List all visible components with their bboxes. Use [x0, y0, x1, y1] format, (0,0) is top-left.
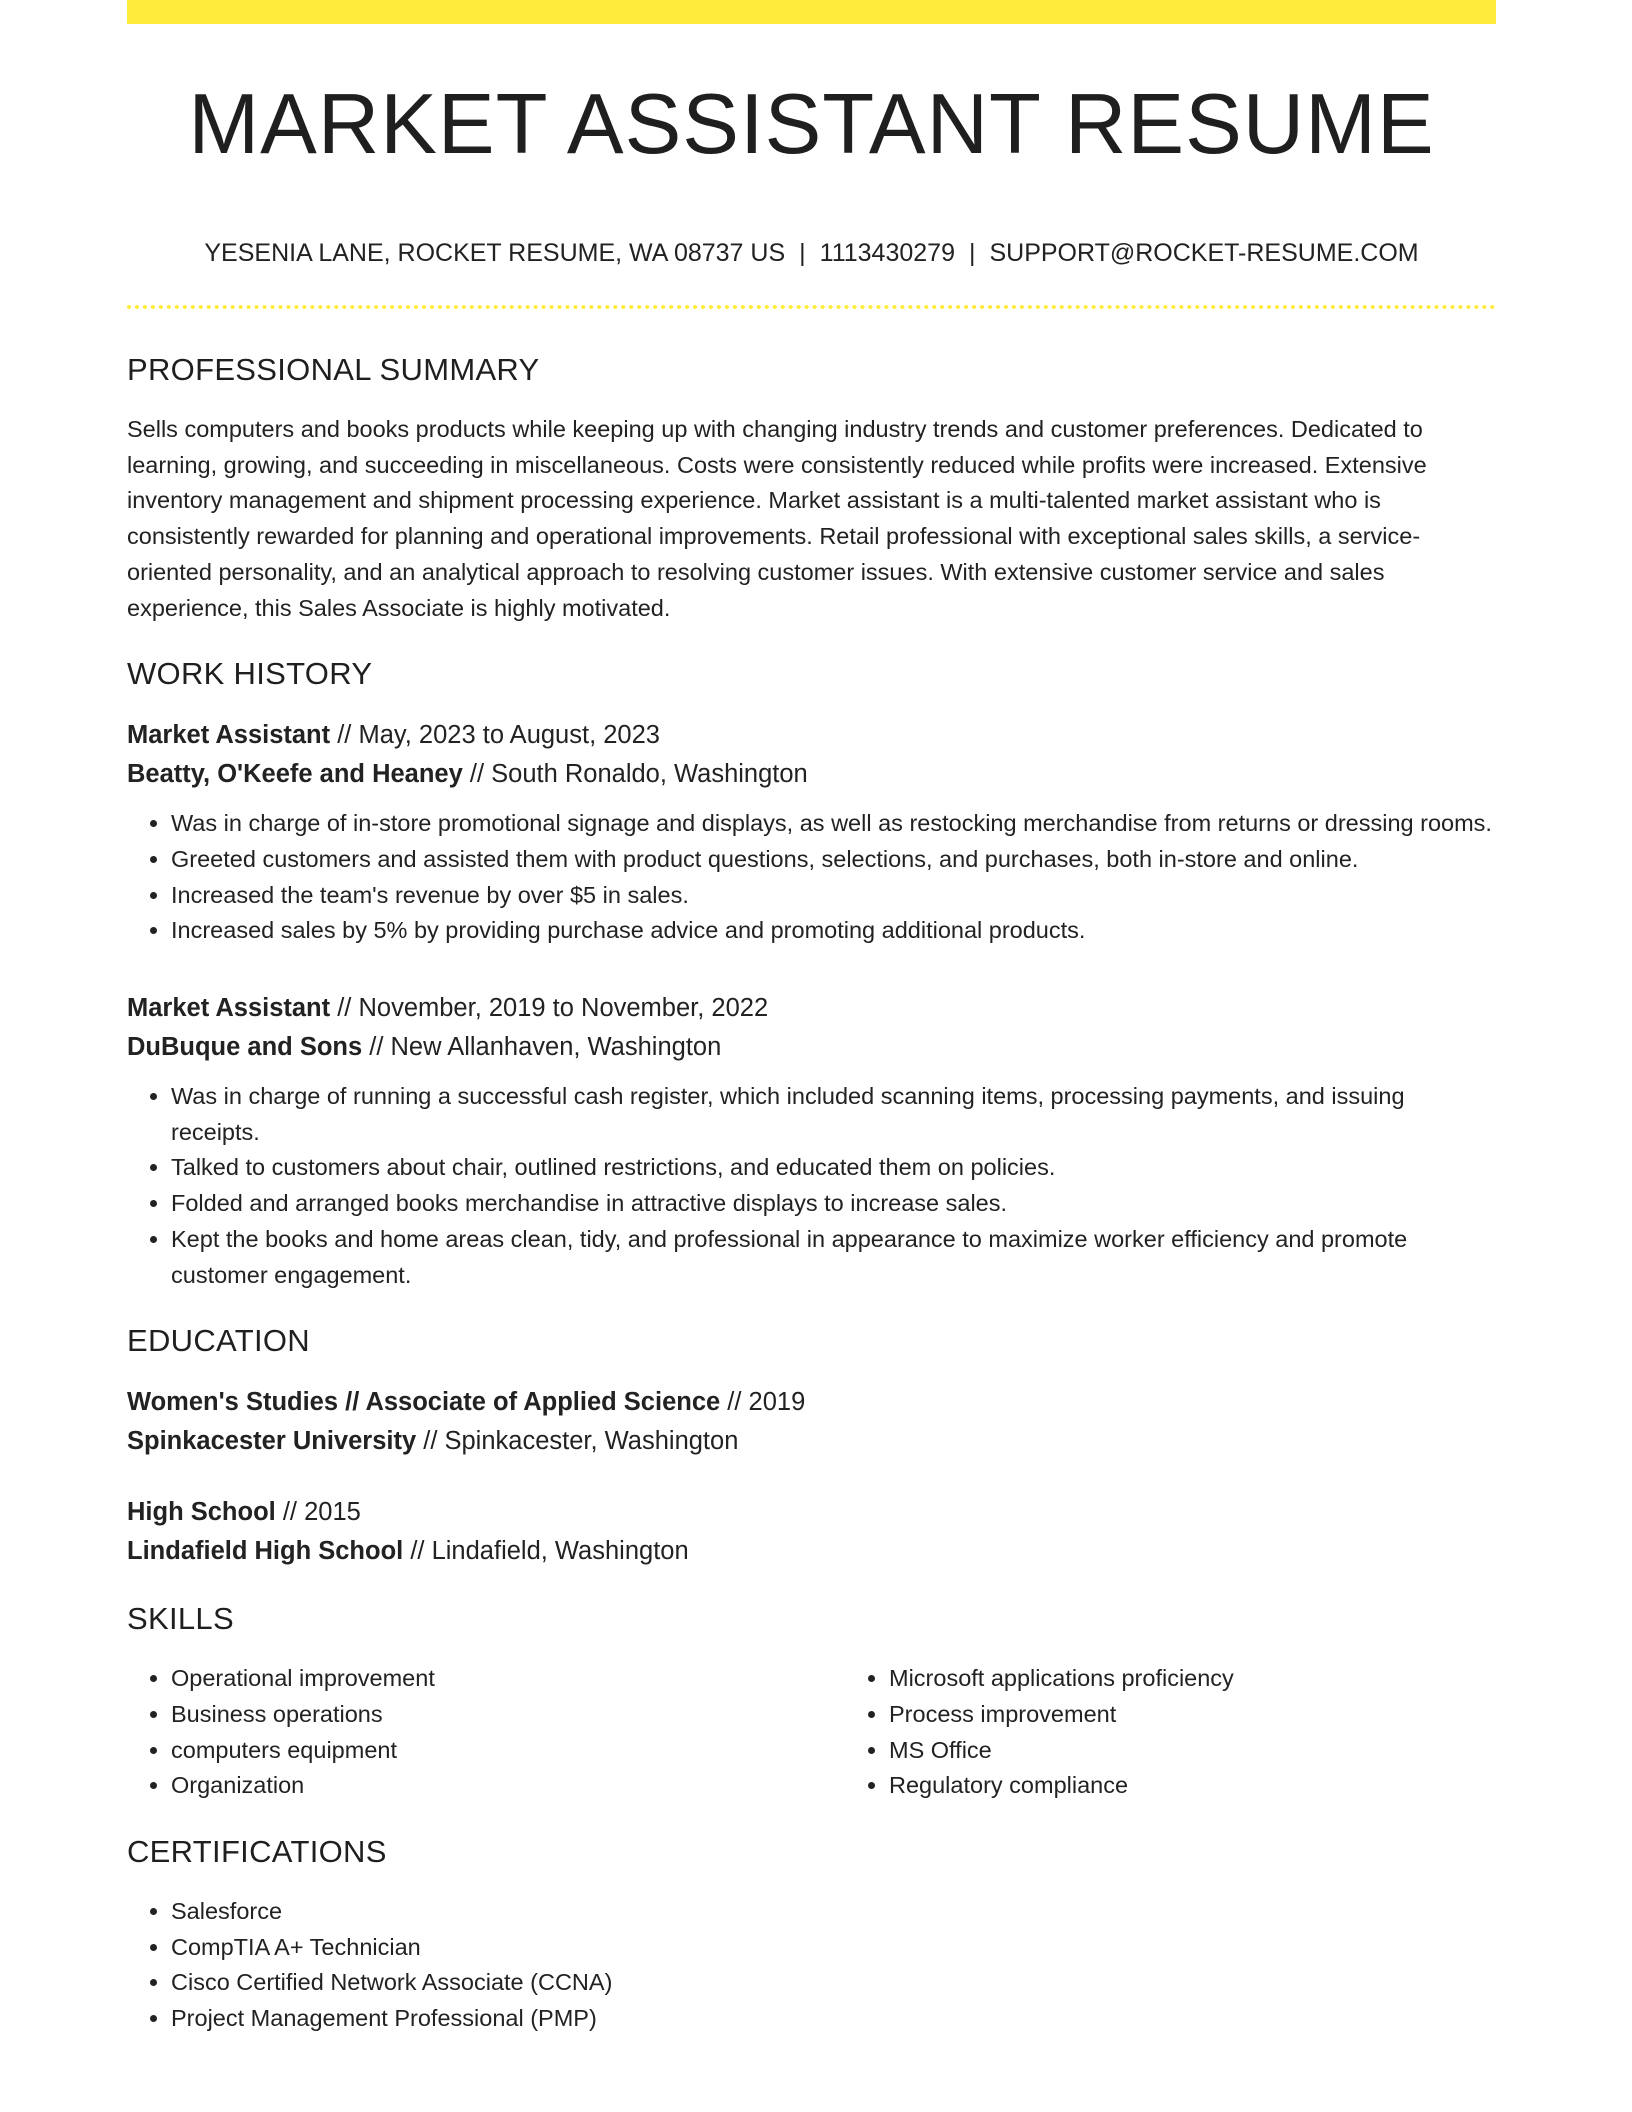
- resume-body: [127, 350, 1496, 2065]
- school: Lindafield High School: [127, 1537, 404, 1566]
- contact-line: [127, 236, 1496, 270]
- education-entry: [127, 1383, 1496, 1461]
- job-entry: [127, 716, 1496, 949]
- list-item: • Cisco Certified Network Associate (CCNA): [171, 1965, 1496, 2001]
- list-item: • Was in charge of in-store promotional signage and displays, as well as restocking merchandise from returns or dressing rooms.: [171, 806, 1496, 842]
- job-title-line: [127, 716, 1496, 755]
- contact-email: SUPPORT@ROCKET-RESUME.COM: [989, 239, 1419, 267]
- list-item: • computers equipment: [171, 1733, 845, 1769]
- section-heading: SKILLS: [127, 1601, 234, 1637]
- job-company: DuBuque and Sons: [127, 1033, 363, 1062]
- degree-line: [127, 1493, 1496, 1532]
- skills-list-left: [127, 1661, 845, 1804]
- dotted-divider: [127, 305, 1496, 309]
- skills-list-right: [845, 1661, 1563, 1804]
- job-dates: // November, 2019 to November, 2022: [330, 994, 769, 1023]
- job-entry: [127, 989, 1496, 1293]
- degree-line: [127, 1383, 1496, 1422]
- list-item: • Operational improvement: [171, 1661, 845, 1697]
- section-heading: PROFESSIONAL SUMMARY: [127, 352, 540, 387]
- degree: High School: [127, 1498, 276, 1527]
- degree-year: // 2019: [720, 1388, 806, 1417]
- list-item: • Increased sales by 5% by providing purchase advice and promoting additional products.: [171, 913, 1496, 949]
- list-item: • Project Management Professional (PMP): [171, 2001, 1496, 2037]
- degree-year: // 2015: [275, 1498, 361, 1527]
- job-bullets: [127, 1079, 1496, 1293]
- section-heading: CERTIFICATIONS: [127, 1834, 387, 1870]
- summary-text: Sells computers and books products while keeping up with changing industry trends and customer preferences. Dedicated to learning, growing, and succeeding in miscellaneous. Costs were consistently reduced while profits were increased. Extensive inventory management and shipment processing experience. Market assistant is a multi-talented market assistant who is consistently rewarded for planning and operational improvements. Retail professional with exceptional sales skills, a service-oriented personality, and an analytical approach to resolving customer issues. With extensive customer service and sales experience, this Sales Associate is highly motivated.: [127, 416, 1427, 621]
- school-line: [127, 1532, 1496, 1571]
- contact-phone: 1113430279: [819, 239, 955, 267]
- skills-columns: [127, 1661, 1496, 1804]
- certifications-list: [127, 1894, 1496, 2037]
- list-item: • Kept the books and home areas clean, tidy, and professional in appearance to maximize worker efficiency and promote customer engagement.: [171, 1222, 1496, 1293]
- job-title: Market Assistant: [127, 994, 331, 1023]
- list-item: • CompTIA A+ Technician: [171, 1930, 1496, 1966]
- list-item: • Regulatory compliance: [889, 1768, 1563, 1804]
- job-dates: // May, 2023 to August, 2023: [330, 721, 660, 750]
- list-item: • Was in charge of running a successful cash register, which included scanning items, processing payments, and issuing receipts.: [171, 1079, 1496, 1150]
- work-history-section: [127, 654, 1496, 1293]
- certifications-section: [127, 1832, 1496, 2037]
- degree: Women's Studies // Associate of Applied Science: [127, 1388, 721, 1417]
- summary-section: [127, 350, 1496, 626]
- list-item: • Increased the team's revenue by over $5 in sales.: [171, 878, 1496, 914]
- job-location: // New Allanhaven, Washington: [362, 1033, 722, 1062]
- list-item: • Greeted customers and assisted them with product questions, selections, and purchases, both in-store and online.: [171, 842, 1496, 878]
- job-company-line: [127, 755, 1496, 794]
- contact-address: YESENIA LANE, ROCKET RESUME, WA 08737 US: [204, 239, 786, 267]
- section-heading: EDUCATION: [127, 1323, 310, 1359]
- education-section: [127, 1321, 1496, 1571]
- job-title-line: [127, 989, 1496, 1028]
- list-item: • Microsoft applications proficiency: [889, 1661, 1563, 1697]
- school-line: [127, 1422, 1496, 1461]
- top-accent-bar: [127, 0, 1496, 24]
- list-item: • Business operations: [171, 1697, 845, 1733]
- list-item: • Salesforce: [171, 1894, 1496, 1930]
- job-company-line: [127, 1028, 1496, 1067]
- list-item: • Process improvement: [889, 1697, 1563, 1733]
- job-company: Beatty, O'Keefe and Heaney: [127, 760, 463, 789]
- list-item: • MS Office: [889, 1733, 1563, 1769]
- job-bullets: [127, 806, 1496, 949]
- job-location: // South Ronaldo, Washington: [462, 760, 808, 789]
- section-heading: WORK HISTORY: [127, 656, 373, 692]
- page-title: MARKET ASSISTANT RESUME: [188, 77, 1435, 172]
- school-location: // Lindafield, Washington: [403, 1537, 689, 1566]
- skills-section: [127, 1599, 1496, 1804]
- school-location: // Spinkacester, Washington: [416, 1427, 739, 1456]
- contact-separator: |: [799, 239, 806, 267]
- list-item: • Organization: [171, 1768, 845, 1804]
- education-entry: [127, 1493, 1496, 1571]
- contact-separator: |: [968, 239, 976, 267]
- list-item: • Talked to customers about chair, outlined restrictions, and educated them on policies.: [171, 1150, 1496, 1186]
- list-item: • Folded and arranged books merchandise in attractive displays to increase sales.: [171, 1186, 1496, 1222]
- school: Spinkacester University: [127, 1427, 417, 1456]
- job-title: Market Assistant: [127, 721, 331, 750]
